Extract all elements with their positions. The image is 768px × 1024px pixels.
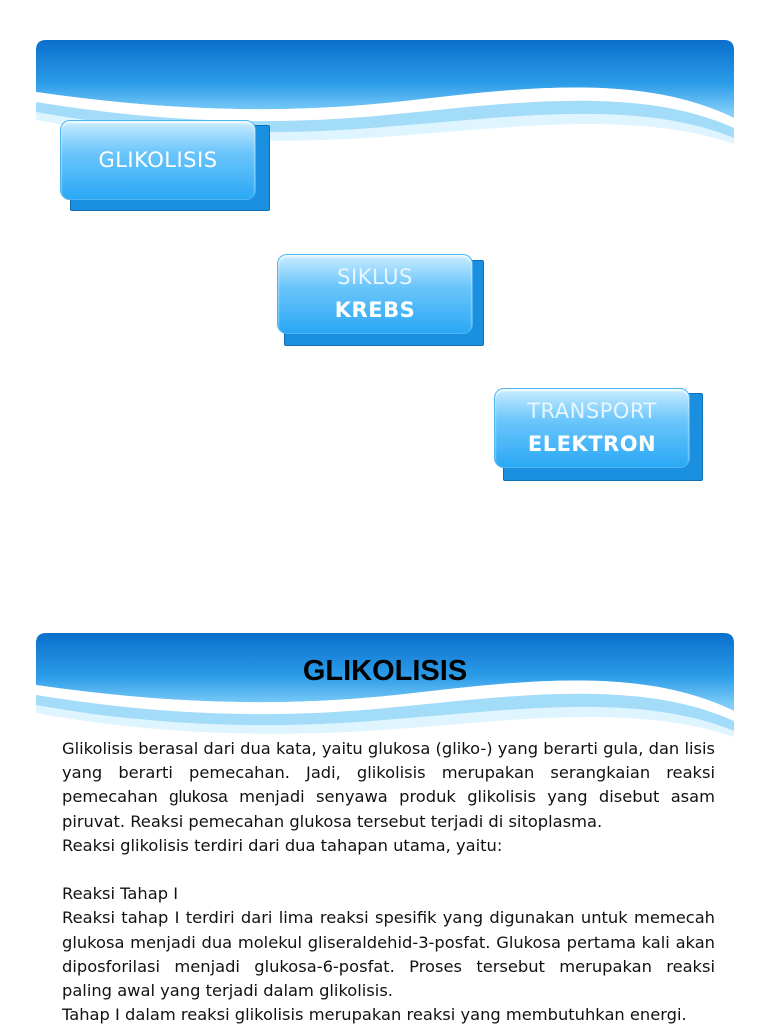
keyword-glukosa: glukosa bbox=[169, 787, 228, 807]
intro-paragraph: Glikolisis berasal dari dua kata, yaitu glukosa (gliko-) yang berarti gula, dan lisis yang berarti pemecahan. Jadi, glikolisis merupakan serangkaian reaksi pemecahan glukosa menjadi senyawa produk glikolisis yang disebut asam piruvat. Reaksi pemecahan glukosa tersebut terjadi di sitoplasma. bbox=[62, 739, 715, 831]
glikolisis-label: GLIKOLISIS bbox=[98, 148, 218, 172]
stages-line: Reaksi glikolisis terdiri dari dua tahapan utama, yaitu: bbox=[62, 835, 503, 855]
krebs-label: KREBS bbox=[334, 298, 416, 322]
slide-overview bbox=[36, 40, 734, 580]
transport-elektron-box bbox=[494, 388, 706, 482]
glikolisis-box bbox=[60, 120, 270, 212]
elektron-label: ELEKTRON bbox=[527, 432, 657, 456]
stage1-paragraph: Reaksi tahap I terdiri dari lima reaksi spesifik yang digunakan untuk memecah glukosa menjadi dua molekul gliseraldehid-3-posfat. Glukosa pertama kali akan diposforilasi menjadi glukosa-6-posfat. Proses tersebut merupakan reaksi paling awal yang terjadi dalam glikolisis. bbox=[62, 908, 715, 1001]
wave-banner bbox=[36, 633, 734, 743]
stage1-more: Tahap I dalam reaksi glikolisis merupakan reaksi yang membutuhkan energi. bbox=[62, 1005, 687, 1024]
siklus-label: SIKLUS bbox=[337, 265, 413, 290]
slide-title: GLIKOLISIS bbox=[302, 655, 468, 687]
siklus-krebs-box bbox=[277, 254, 487, 346]
body-text bbox=[62, 737, 715, 1024]
transport-label: TRANSPORT bbox=[527, 399, 657, 424]
slide-glikolisis bbox=[36, 633, 734, 1024]
stage1-heading: Reaksi Tahap I bbox=[62, 884, 179, 904]
